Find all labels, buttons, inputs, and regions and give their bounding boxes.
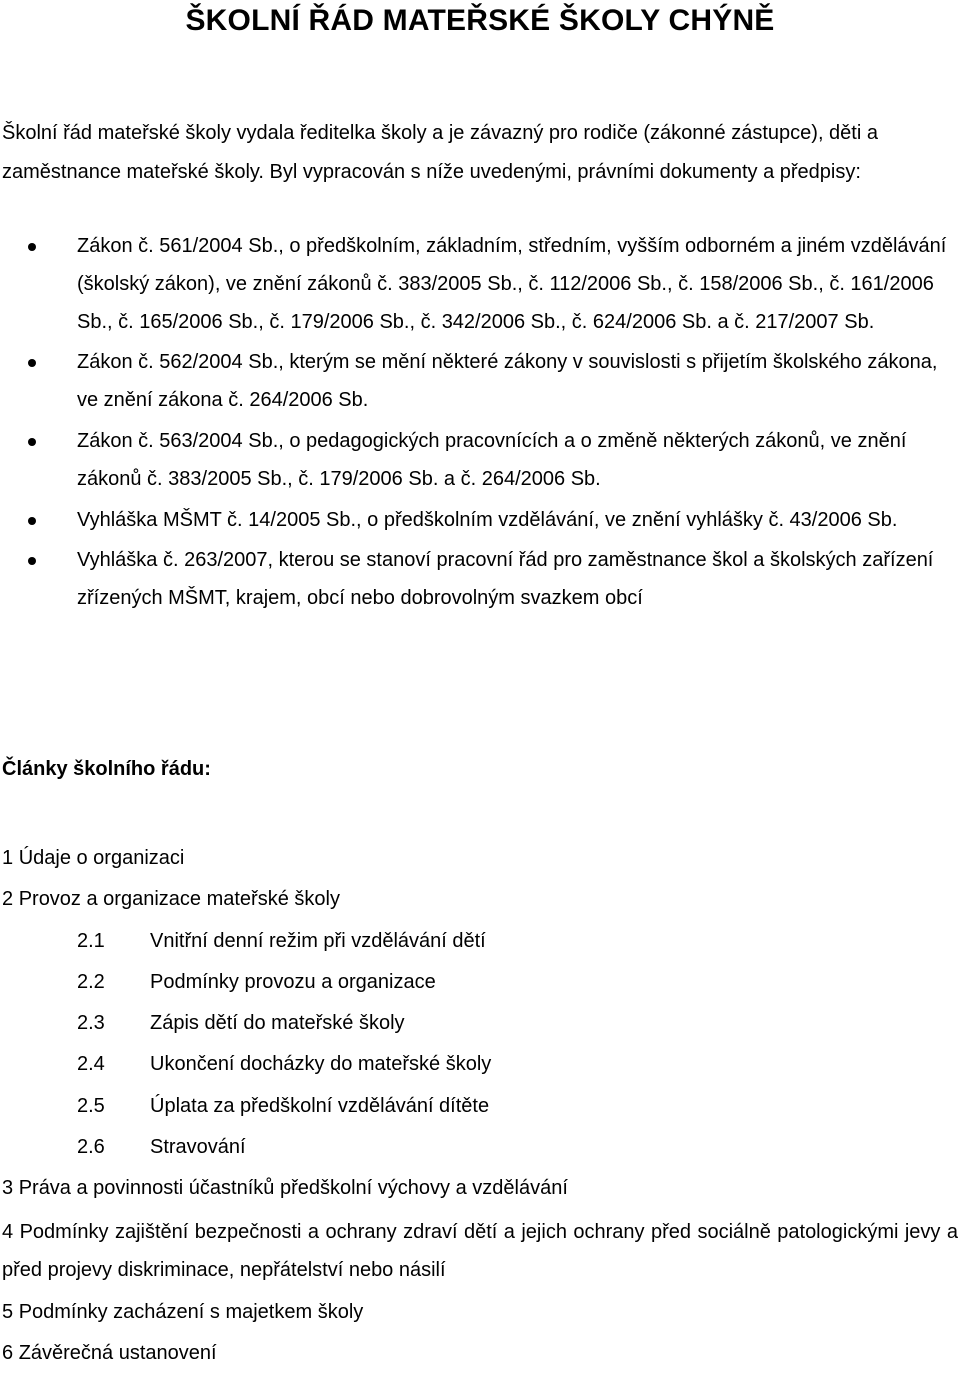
bullet-icon (28, 517, 36, 525)
law-text: Vyhláška MŠMT č. 14/2005 Sb., o předškolním vzdělávání, ve znění vyhlášky č. 43/2006 Sb. (77, 508, 898, 531)
law-text: Zákon č. 561/2004 Sb., o předškolním, základním, středním, vyšším odborném a jiném vzdělávání (školský zákon), ve znění zákonů č. 383/2005 Sb., č. 112/2006 Sb., č. 158/2006 Sb., č. 161/2006 Sb., č. 165/2006 Sb., č. 179/2006 Sb., č. 342/2006 Sb., č. 624/2006 Sb. a č. 217/2007 Sb. (77, 235, 947, 333)
toc-number: 5 (2, 1300, 14, 1323)
bullet-icon (28, 243, 36, 251)
toc-label: Podmínky zajištění bezpečnosti a ochrany zdraví dětí a jejich ochrany před sociálně patologickými jevy a před projevy diskriminace, nepřátelství nebo násilí (2, 1220, 958, 1281)
table-of-contents (0, 838, 960, 1374)
law-item (0, 228, 960, 341)
toc-sub-label: Ukončení docházky do mateřské školy (150, 1053, 492, 1076)
toc-item-5 (0, 1292, 960, 1333)
toc-subitem-2-6 (0, 1127, 960, 1168)
document-title: ŠKOLNÍ ŘÁD MATEŘSKÉ ŠKOLY CHÝNĚ (185, 4, 775, 37)
legal-basis-list (0, 228, 960, 621)
law-item (0, 542, 960, 618)
toc-sub-number: 2.2 (77, 970, 105, 993)
toc-subitem-2-5 (0, 1086, 960, 1127)
toc-number: 2 (2, 888, 14, 911)
toc-sub-number: 2.6 (77, 1136, 105, 1159)
toc-sub-number: 2.4 (77, 1053, 105, 1076)
toc-item-4 (0, 1213, 958, 1289)
toc-number: 4 (2, 1220, 14, 1243)
toc-label: Provoz a organizace mateřské školy (18, 888, 340, 911)
toc-sub-label: Zápis dětí do mateřské školy (150, 1012, 405, 1035)
toc-subitem-2-4 (0, 1044, 960, 1085)
toc-sub-number: 2.3 (77, 1012, 105, 1035)
law-text: Zákon č. 562/2004 Sb., kterým se mění některé zákony v souvislosti s přijetím školského zákona, ve znění zákona č. 264/2006 Sb. (77, 351, 938, 412)
toc-item-2 (0, 879, 960, 920)
toc-number: 6 (2, 1341, 14, 1364)
toc-sub-label: Úplata za předškolní vzdělávání dítěte (150, 1094, 490, 1117)
toc-item-6 (0, 1333, 960, 1374)
toc-item-3 (0, 1168, 960, 1209)
law-item (0, 502, 960, 540)
toc-sub-number: 2.5 (77, 1094, 105, 1117)
toc-label: Podmínky zacházení s majetkem školy (18, 1300, 364, 1323)
toc-number: 1 (2, 847, 14, 869)
toc-subitem-2-2 (0, 962, 960, 1003)
bullet-icon (28, 438, 36, 446)
toc-label: Práva a povinnosti účastníků předškolní výchovy a vzdělávání (18, 1177, 568, 1200)
law-item (0, 344, 960, 420)
toc-sub-label: Podmínky provozu a organizace (150, 970, 436, 993)
toc-sub-number: 2.1 (77, 929, 105, 952)
toc-sub-label: Stravování (150, 1136, 246, 1159)
toc-subitem-2-3 (0, 1003, 960, 1044)
toc-subitem-2-1 (0, 921, 960, 962)
articles-heading: Články školního řádu: (2, 758, 211, 780)
intro-paragraph: Školní řád mateřské školy vydala ředitelka školy a je závazný pro rodiče (zákonné zástupce), děti a zaměstnance mateřské školy. Byl vypracován s níže uvedenými, právními dokumenty a předpisy: (2, 122, 878, 183)
bullet-icon (28, 557, 36, 565)
bullet-icon (28, 359, 36, 367)
toc-label: Závěrečná ustanovení (18, 1341, 217, 1364)
toc-sub-label: Vnitřní denní režim při vzdělávání dětí (150, 929, 486, 952)
law-text: Zákon č. 563/2004 Sb., o pedagogických pracovnících a o změně některých zákonů, ve znění zákonů č. 383/2005 Sb., č. 179/2006 Sb. a č. 264/2006 Sb. (77, 429, 907, 490)
toc-item-1 (0, 838, 960, 879)
toc-label: Údaje o organizaci (18, 847, 185, 869)
law-text: Vyhláška č. 263/2007, kterou se stanoví pracovní řád pro zaměstnance škol a školských zařízení zřízených MŠMT, krajem, obcí nebo dobrovolným svazkem obcí (77, 549, 934, 610)
law-item (0, 423, 960, 499)
toc-number: 3 (2, 1177, 14, 1200)
